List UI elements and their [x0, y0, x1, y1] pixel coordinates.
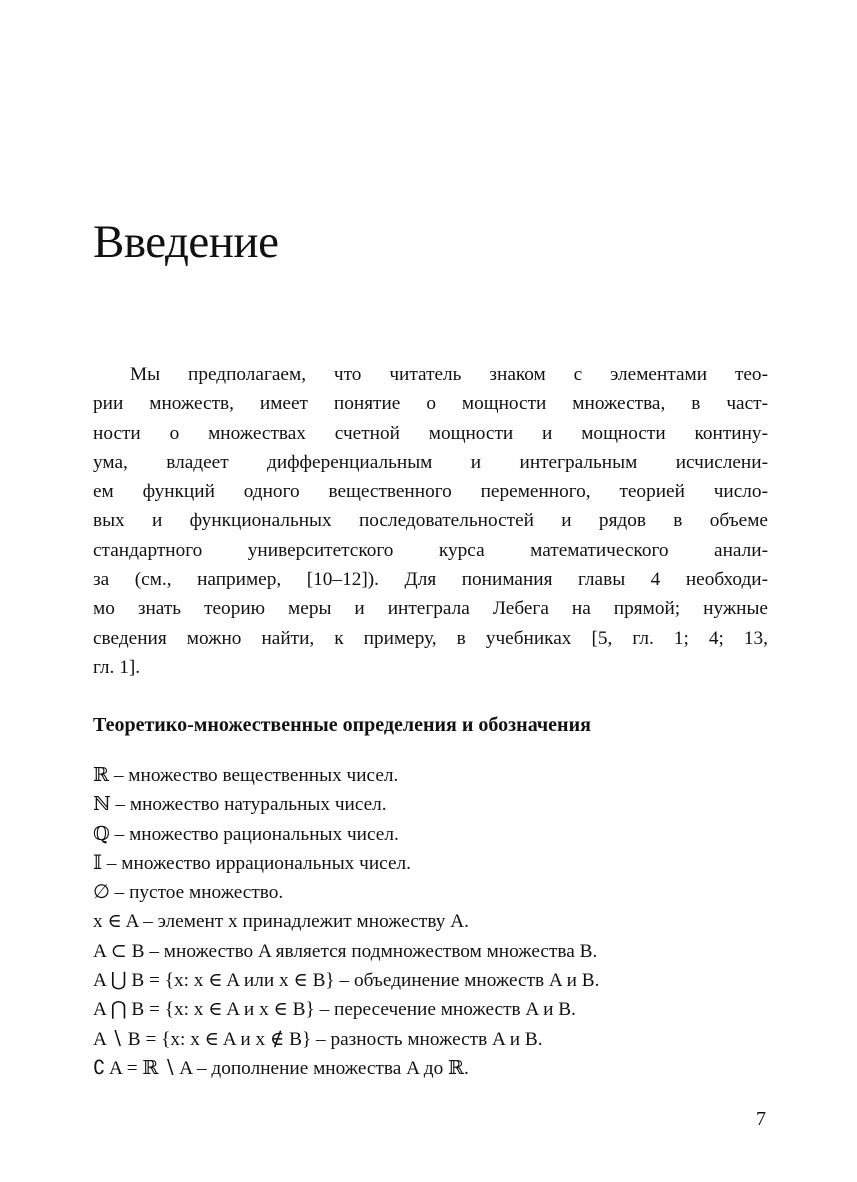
- intro-line: гл. 1].: [93, 656, 141, 678]
- definition-item: ℕ – множество натуральных чисел.: [93, 794, 387, 816]
- intro-line: ем функций одного вещественного переменного, теорией число-: [93, 481, 768, 503]
- definitions-list: [93, 761, 773, 1083]
- page-number: 7: [756, 1108, 766, 1130]
- definition-item: 𝕀 – множество иррациональных чисел.: [93, 852, 411, 874]
- intro-line: за (см., например, [10–12]). Для понимания главы 4 необходи-: [93, 569, 768, 591]
- definition-item: x ∈ A – элемент x принадлежит множеству A.: [93, 911, 469, 933]
- definition-item: A ⋃ B = {x: x ∈ A или x ∈ B} – объединение множеств A и B.: [93, 970, 600, 992]
- definition-item: A ⊂ B – множество A является подмножеством множества B.: [93, 940, 598, 962]
- intro-line: ности о множествах счетной мощности и мощности контину-: [93, 422, 768, 444]
- intro-line: сведения можно найти, к примеру, в учебниках [5, гл. 1; 4; 13,: [93, 627, 768, 649]
- definition-item: ℝ – множество вещественных чисел.: [93, 765, 399, 786]
- definition-item: ∅ – пустое множество.: [93, 882, 284, 904]
- intro-line: рии множеств, имеет понятие о мощности множества, в част-: [93, 393, 768, 415]
- definition-item: ∁ A = ℝ ∖ A – дополнение множества A до ℝ.: [93, 1057, 469, 1079]
- intro-line: стандартного университетского курса математического анали-: [93, 539, 768, 561]
- definition-item: A ∖ B = {x: x ∈ A и x ∉ B} – разность множеств A и B.: [93, 1028, 543, 1050]
- definition-item: ℚ – множество рациональных чисел.: [93, 823, 399, 845]
- intro-line: Мы предполагаем, что читатель знаком с элементами тео-: [130, 364, 768, 385]
- intro-paragraph: [93, 360, 768, 682]
- intro-line: ума, владеет дифференциальным и интегральным исчислени-: [93, 451, 768, 473]
- definition-item: A ⋂ B = {x: x ∈ A и x ∈ B} – пересечение множеств A и B.: [93, 999, 576, 1021]
- chapter-title: Введение: [93, 216, 279, 268]
- intro-line: мо знать теорию меры и интеграла Лебега на прямой; нужные: [93, 598, 768, 620]
- section-title: Теоретико-множественные определения и обозначения: [93, 714, 591, 736]
- intro-line: вых и функциональных последовательностей и рядов в объеме: [93, 510, 768, 532]
